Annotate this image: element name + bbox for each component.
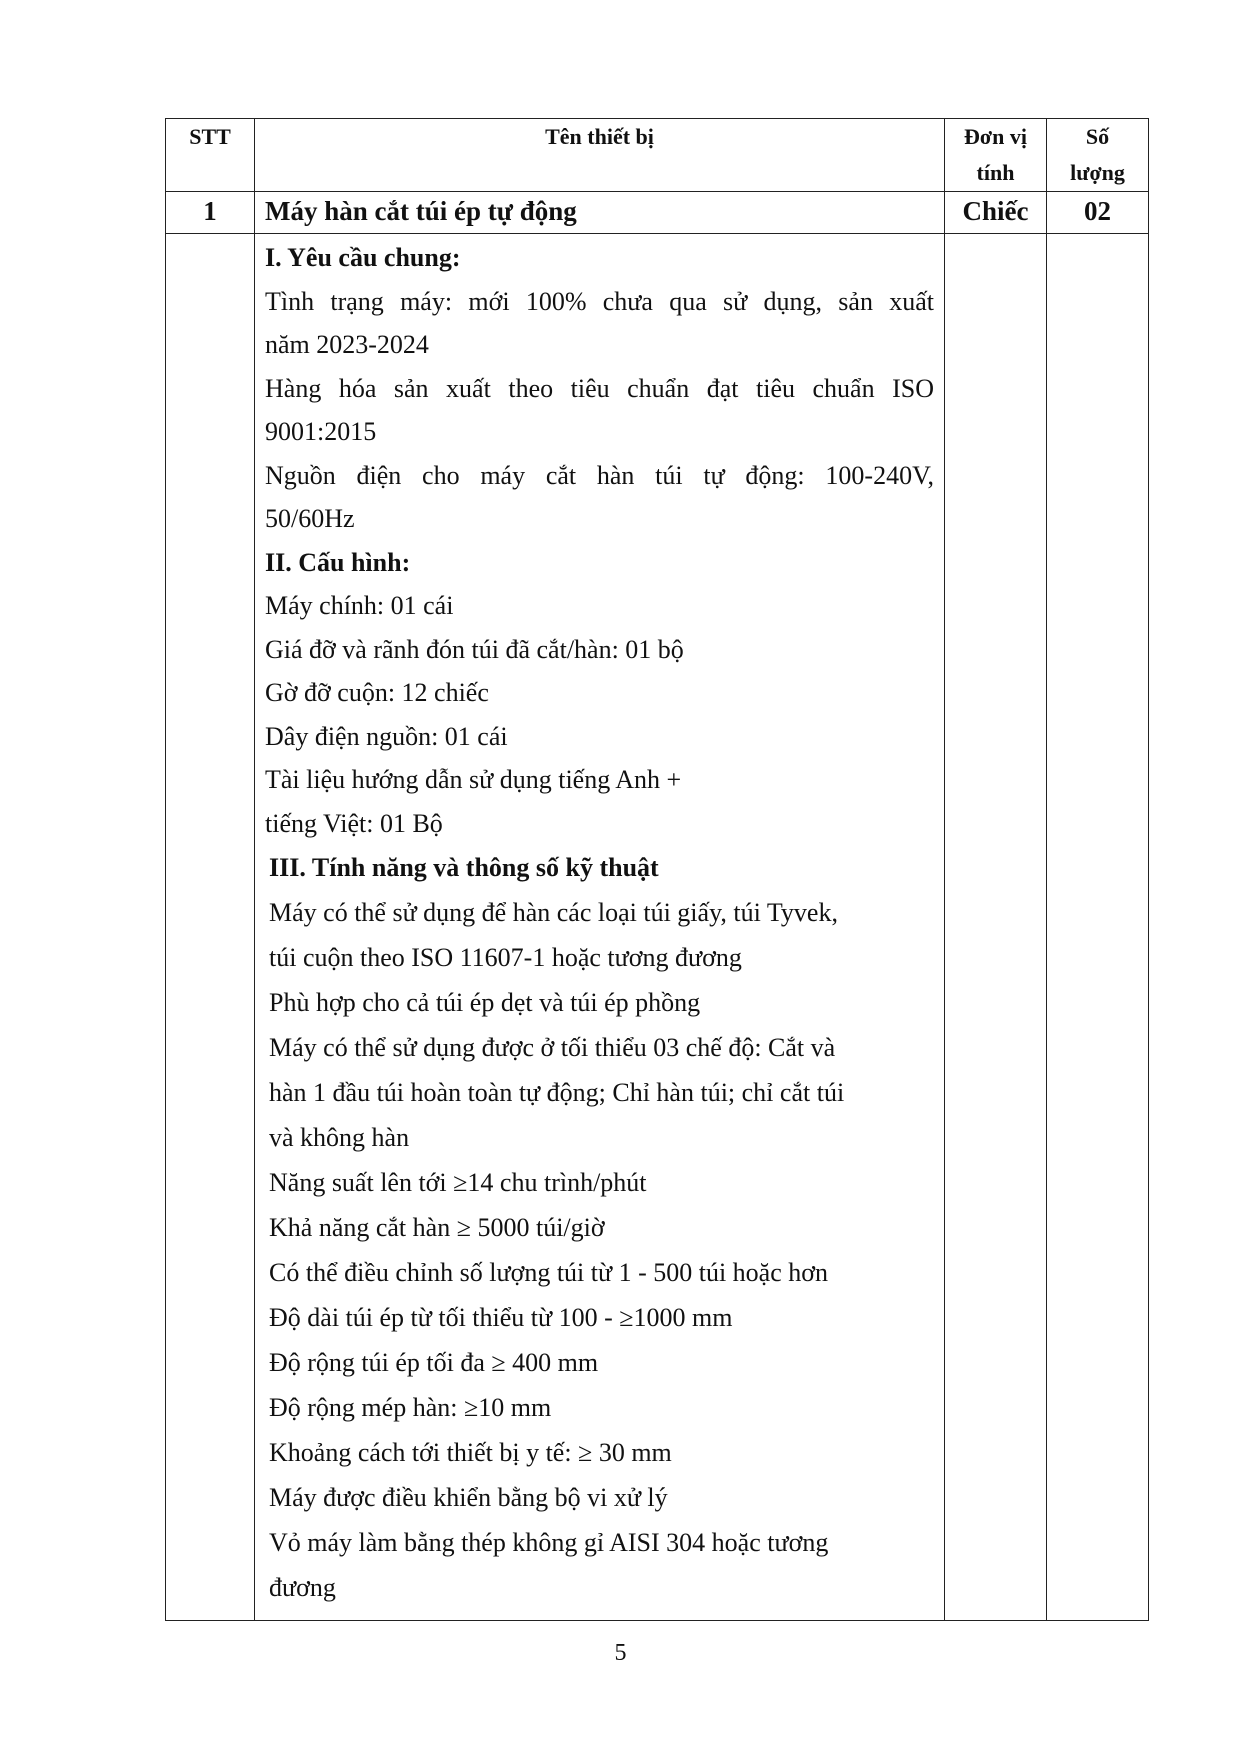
spec-line: và không hàn <box>269 1123 410 1152</box>
item-unit: Chiếc <box>945 192 1047 234</box>
section-features-specs <box>265 845 934 1610</box>
spec-line: Khả năng cắt hàn ≥ 5000 túi/giờ <box>269 1213 605 1242</box>
spec-line: 9001:2015 <box>265 417 377 446</box>
spec-line: hàn 1 đầu túi hoàn toàn tự động; Chỉ hàn túi; chỉ cắt túi <box>269 1078 845 1107</box>
empty-unit-cell <box>945 234 1047 1621</box>
empty-quantity-cell <box>1047 234 1149 1621</box>
spec-line: Máy có thể sử dụng được ở tối thiểu 03 chế độ: Cắt và <box>269 1033 836 1062</box>
equipment-spec-table <box>165 118 1149 1621</box>
spec-line: Có thể điều chỉnh số lượng túi từ 1 - 500 túi hoặc hơn <box>269 1258 829 1287</box>
item-name: Máy hàn cắt túi ép tự động <box>255 192 945 234</box>
spec-line: Dây điện nguồn: 01 cái <box>265 721 508 751</box>
header-quantity-line2: lượng <box>1070 160 1125 185</box>
spec-line: đương <box>269 1573 336 1602</box>
header-quantity <box>1047 119 1149 192</box>
spec-line: Năng suất lên tới ≥14 chu trình/phút <box>269 1168 647 1197</box>
spec-line: Độ rộng mép hàn: ≥10 mm <box>269 1393 552 1422</box>
spec-line: Hàng hóa sản xuất theo tiêu chuẩn đạt tiêu chuẩn ISO <box>265 373 934 403</box>
spec-line: Giá đỡ và rãnh đón túi đã cắt/hàn: 01 bộ <box>265 634 684 664</box>
spec-line: Máy chính: 01 cái <box>265 591 454 620</box>
spec-line: Phù hợp cho cả túi ép dẹt và túi ép phồng <box>269 988 701 1017</box>
spec-line: Vỏ máy làm bằng thép không gỉ AISI 304 hoặc tương <box>269 1528 829 1557</box>
spec-line: Tình trạng máy: mới 100% chưa qua sử dụng, sản xuất <box>265 286 934 316</box>
spec-line: Máy được điều khiển bằng bộ vi xử lý <box>269 1483 668 1512</box>
item-row <box>166 192 1149 234</box>
item-description-row <box>166 234 1149 1621</box>
spec-line: Độ rộng túi ép tối đa ≥ 400 mm <box>269 1348 599 1377</box>
spec-line: Khoảng cách tới thiết bị y tế: ≥ 30 mm <box>269 1438 672 1467</box>
item-quantity: 02 <box>1047 192 1149 234</box>
header-equipment-name: Tên thiết bị <box>255 119 945 192</box>
table-header-row <box>166 119 1149 192</box>
section-configuration <box>265 541 934 846</box>
page-number: 5 <box>614 1640 627 1666</box>
spec-line: túi cuộn theo ISO 11607-1 hoặc tương đương <box>269 943 742 972</box>
spec-line: 50/60Hz <box>265 504 355 533</box>
spec-line: Máy có thể sử dụng để hàn các loại túi giấy, túi Tyvek, <box>269 898 838 927</box>
header-unit-line1: Đơn vị <box>964 124 1027 149</box>
spec-line: Độ dài túi ép từ tối thiểu từ 100 - ≥1000 mm <box>269 1303 733 1332</box>
section-heading: II. Cấu hình: <box>265 547 411 577</box>
section-heading: I. Yêu cầu chung: <box>265 243 461 272</box>
spec-line: Nguồn điện cho máy cắt hàn túi tự động: 100-240V, <box>265 460 934 490</box>
section-general-requirements <box>265 236 934 541</box>
header-unit-line2: tính <box>976 160 1015 185</box>
spec-line: Tài liệu hướng dẫn sử dụng tiếng Anh + <box>265 765 682 794</box>
item-description <box>255 234 945 1621</box>
item-stt: 1 <box>166 192 255 234</box>
empty-stt-cell <box>166 234 255 1621</box>
header-stt: STT <box>166 119 255 192</box>
spec-line: Gờ đỡ cuộn: 12 chiếc <box>265 678 489 707</box>
header-unit <box>945 119 1047 192</box>
spec-line: năm 2023-2024 <box>265 330 429 359</box>
section-heading: III. Tính năng và thông số kỹ thuật <box>269 853 659 882</box>
spec-line: tiếng Việt: 01 Bộ <box>265 808 443 838</box>
header-quantity-line1: Số <box>1085 124 1110 149</box>
